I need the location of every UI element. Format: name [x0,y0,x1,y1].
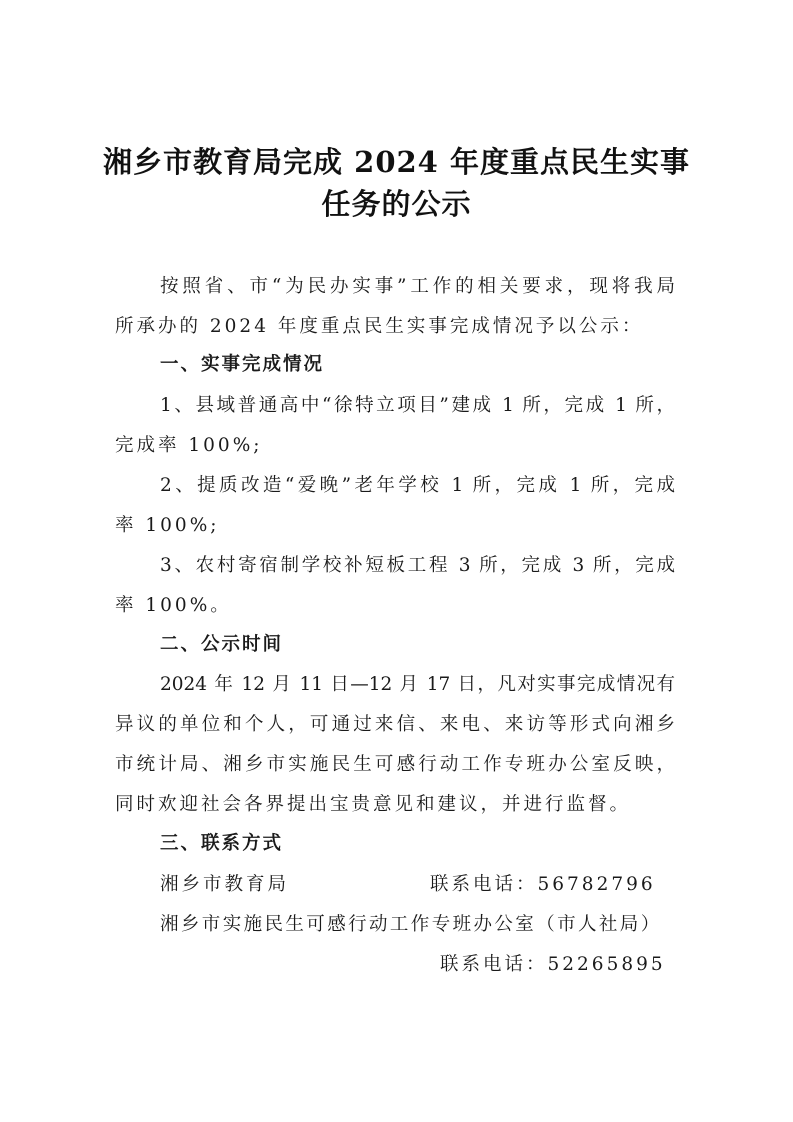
item-3-line-1: 3、农村寄宿制学校补短板工程 3 所，完成 3 所，完成 [160,555,675,576]
period-paragraph-line-2: 异议的单位和个人，可通过来信、来电、来访等形式向湘乡 [115,714,675,735]
item-2-line-1: 2、提质改造“爱晚”老年学校 1 所，完成 1 所，完成 [160,475,675,496]
contact-1-organization: 湘乡市教育局 [160,874,290,895]
period-paragraph-line-3: 市统计局、湘乡市实施民生可感行动工作专班办公室反映， [115,754,675,775]
section-heading-period: 二、公示时间 [160,634,284,655]
period-paragraph-line-1: 2024 年 12 月 11 日—12 月 17 日，凡对实事完成情况有 [160,674,675,695]
item-2-line-2: 率 100%; [115,515,220,536]
document-title-line-1: 湘乡市教育局完成 2024 年度重点民生实事 [103,145,690,179]
period-paragraph-line-4: 同时欢迎社会各界提出宝贵意见和建议，并进行监督。 [115,794,632,815]
contact-2-phone: 联系电话：52265895 [440,954,666,975]
item-3-line-2: 率 100%。 [115,595,232,616]
section-heading-contact: 三、联系方式 [160,833,284,854]
intro-paragraph-line-2: 所承办的 2024 年度重点民生实事完成情况予以公示： [115,316,644,337]
intro-paragraph-line-1: 按照省、市“为民办实事”工作的相关要求，现将我局 [160,276,675,297]
contact-1-phone: 联系电话：56782796 [430,874,656,895]
item-1-line-1: 1、县域普通高中“徐特立项目”建成 1 所，完成 1 所， [160,395,675,416]
section-heading-completion: 一、实事完成情况 [160,354,325,375]
item-1-line-2: 完成率 100%; [115,435,263,456]
document-title-line-2: 任务的公示 [321,187,472,221]
contact-2-organization: 湘乡市实施民生可感行动工作专班办公室（市人社局） [160,914,662,935]
